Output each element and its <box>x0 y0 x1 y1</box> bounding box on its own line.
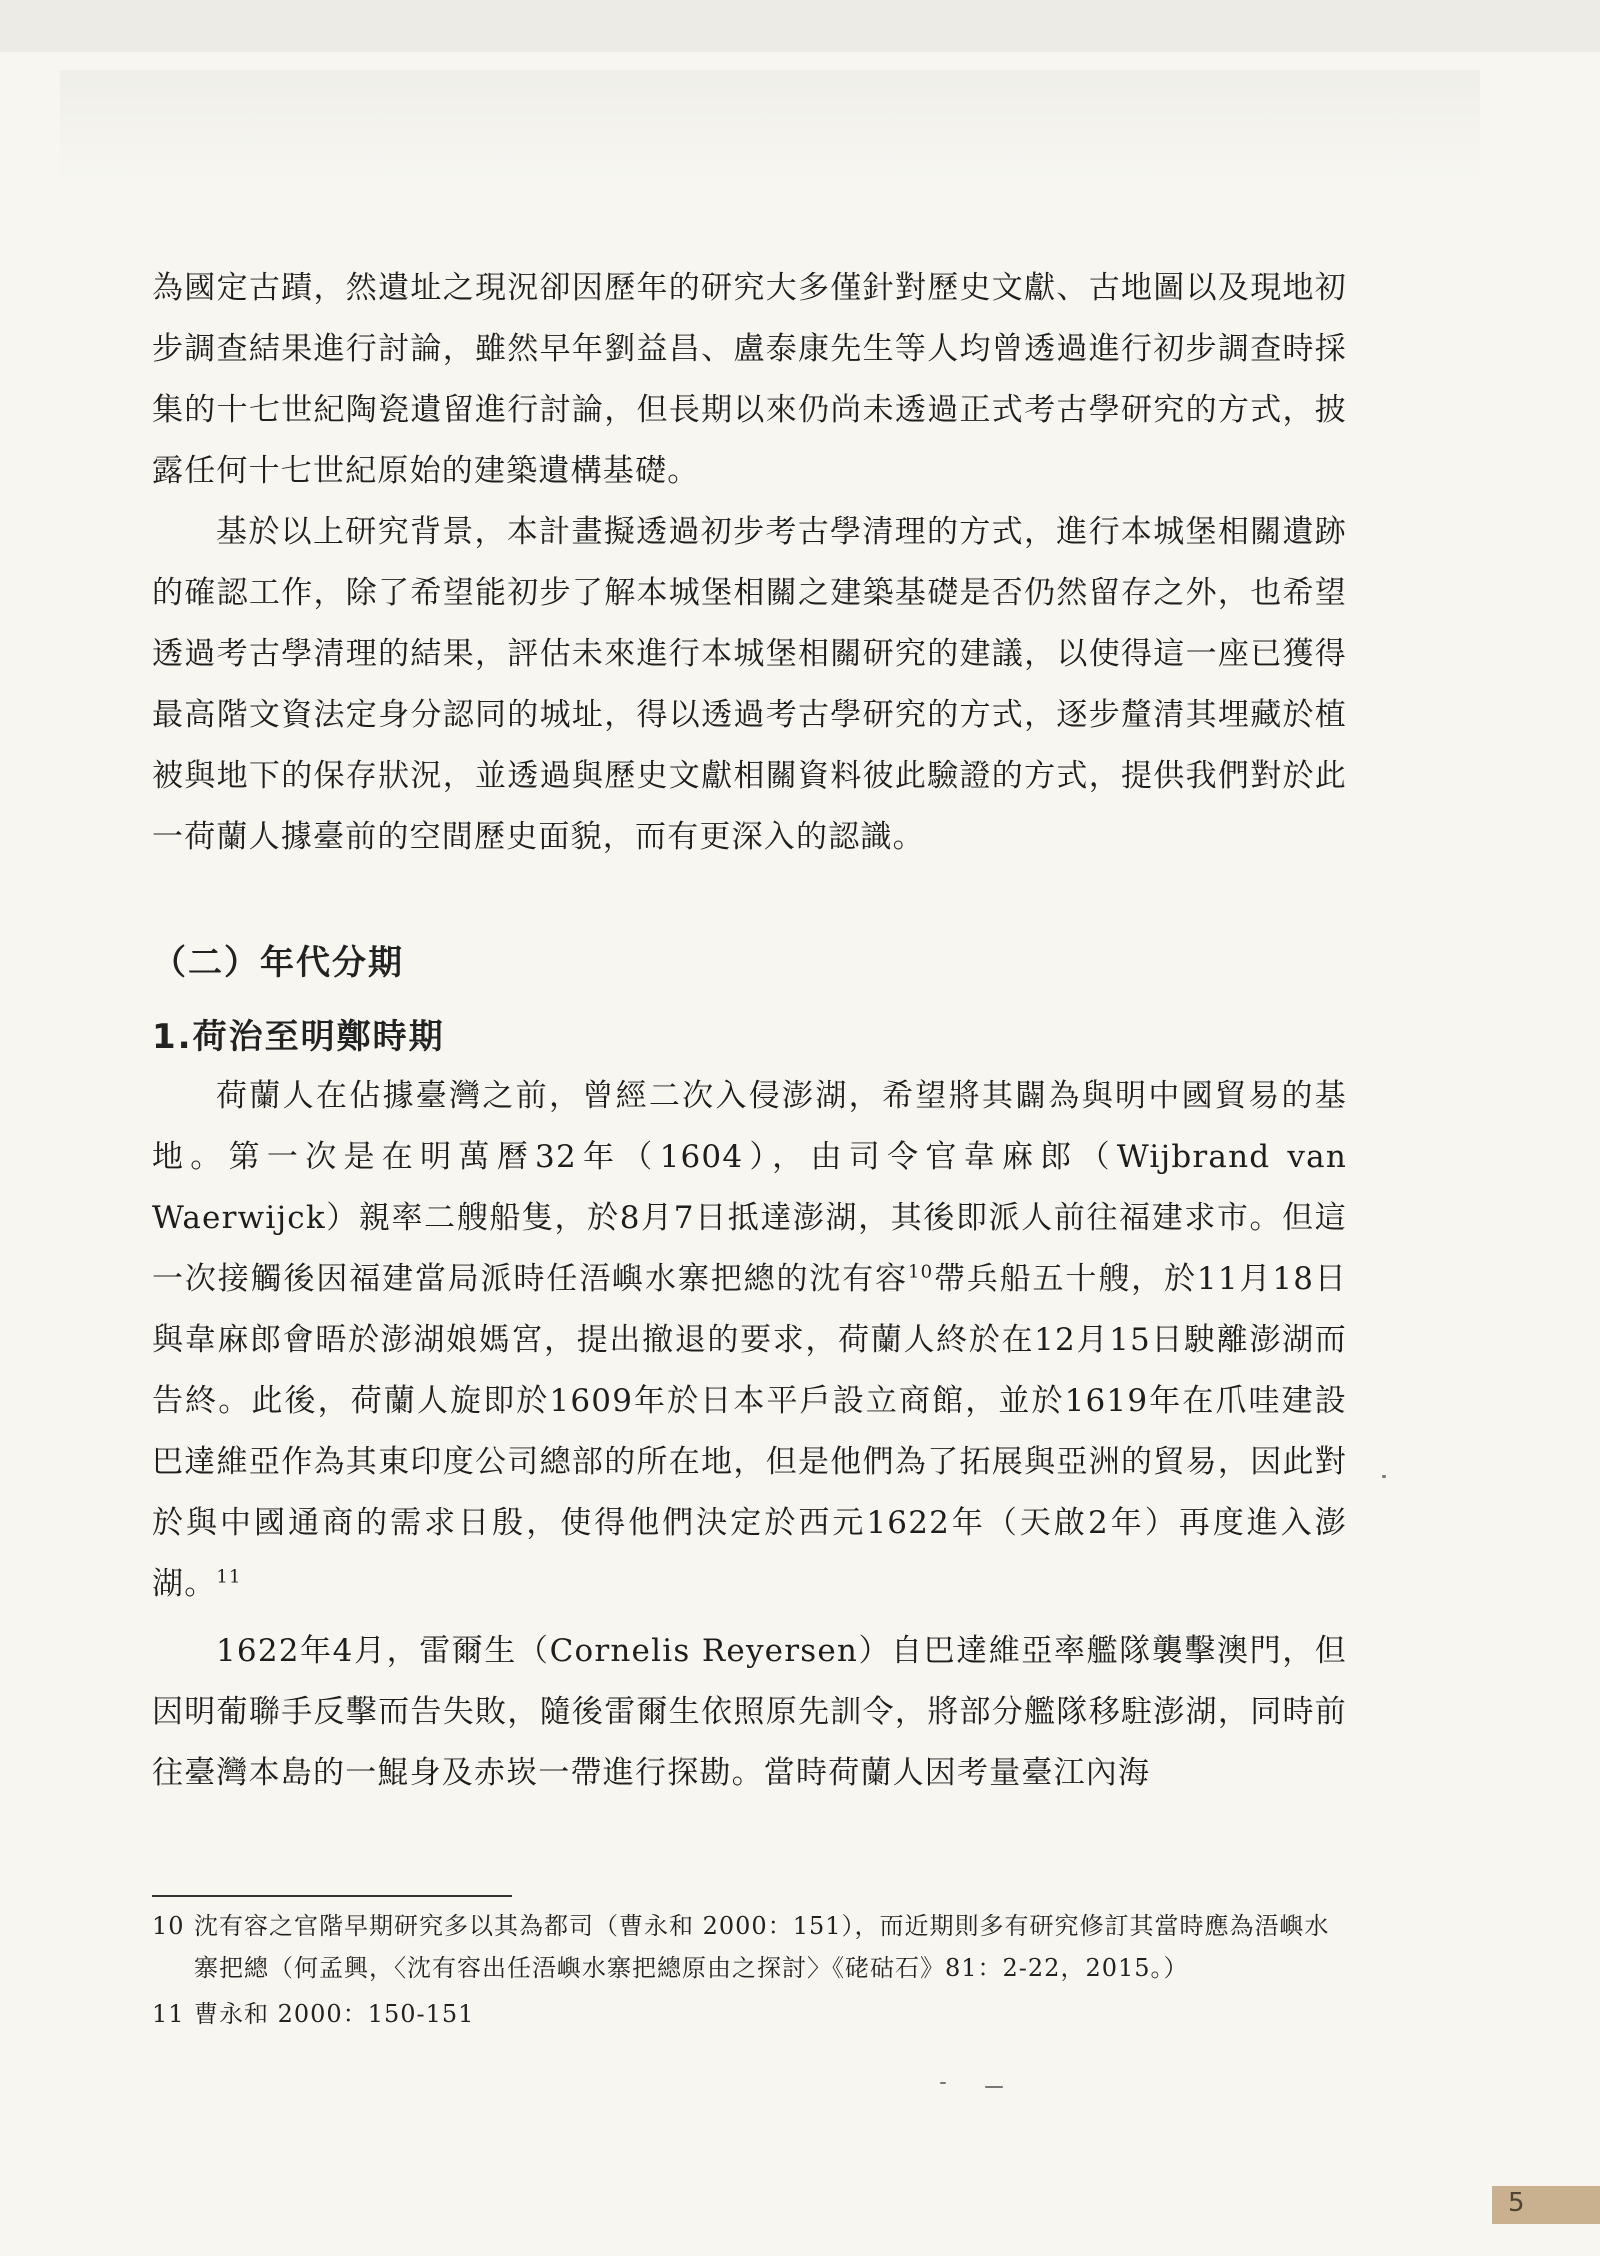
footnote-ref-11: 11 <box>216 1566 242 1588</box>
footnotes <box>152 1905 1352 2035</box>
footnote-number: 10 <box>152 1912 185 1940</box>
paragraph-3-part-1: 荷蘭人在佔據臺灣之前，曾經二次入侵澎湖，希望將其闢為與明中國貿易的基地。第一次是在明萬曆32年（1604），由司令官韋麻郎（Wijbrand van Waerwijck）親率二艘船隻，於8月7日抵達澎湖，其後即派人前往福建求市。但這一次接觸後因福建當局派時任浯嶼水寨把總的沈有容 <box>152 1078 1347 1297</box>
scan-top-edge <box>0 0 1600 52</box>
subsection-heading: 1.荷治至明鄭時期 <box>152 1017 445 1057</box>
page-number: 5 <box>1508 2188 1525 2218</box>
paragraph-1: 為國定古蹟，然遺址之現況卻因歷年的研究大多僅針對歷史文獻、古地圖以及現地初步調查結果進行討論，雖然早年劉益昌、盧泰康先生等人均曾透過進行初步調查時採集的十七世紀陶瓷遺留進行討論，但長期以來仍尚未透過正式考古學研究的方式，披露任何十七世紀原始的建築遺構基礎。 <box>152 270 1347 489</box>
footnote-text: 沈有容之官階早期研究多以其為都司（曹永和 2000：151），而近期則多有研究修訂其當時應為浯嶼水寨把總（何孟興，〈沈有容出任浯嶼水寨把總原由之探討〉《硓𥑮石》81：2-22，2015。） <box>194 1912 1330 1982</box>
footnote-11 <box>152 1993 1352 2035</box>
footnote-divider <box>152 1895 512 1897</box>
footnote-ref-10: 10 <box>907 1261 934 1283</box>
scan-speck <box>1382 1475 1386 1478</box>
scan-speck <box>985 2086 1003 2088</box>
body-text-bottom <box>152 1066 1347 1804</box>
footnote-10 <box>152 1905 1352 1989</box>
body-text-top <box>152 258 1347 868</box>
section-heading: （二）年代分期 <box>152 943 404 983</box>
scan-shadow <box>60 70 1480 180</box>
scan-speck <box>940 2082 946 2084</box>
footnote-text: 曹永和 2000：150-151 <box>194 2000 475 2028</box>
paragraph-3 <box>152 1066 1347 1615</box>
paragraph-4: 1622年4月，雷爾生（Cornelis Reyersen）自巴達維亞率艦隊襲擊澳門，但因明葡聯手反擊而告失敗，隨後雷爾生依照原先訓令，將部分艦隊移駐澎湖，同時前往臺灣本島的一鯤身及赤崁一帶進行探勘。當時荷蘭人因考量臺江內海 <box>152 1633 1347 1791</box>
headings-block <box>152 928 1347 1072</box>
paragraph-3-part-2: 帶兵船五十艘，於11月18日與韋麻郎會晤於澎湖娘媽宮，提出撤退的要求，荷蘭人終於在12月15日駛離澎湖而告終。此後，荷蘭人旋即於1609年於日本平戶設立商館，並於1619年在爪哇建設巴達維亞作為其東印度公司總部的所在地，但是他們為了拓展與亞洲的貿易，因此對於與中國通商的需求日殷，使得他們決定於西元1622年（天啟2年）再度進入澎湖。 <box>152 1261 1347 1602</box>
paragraph-2: 基於以上研究背景，本計畫擬透過初步考古學清理的方式，進行本城堡相關遺跡的確認工作，除了希望能初步了解本城堡相關之建築基礎是否仍然留存之外，也希望透過考古學清理的結果，評估未來進行本城堡相關研究的建議，以使得這一座已獲得最高階文資法定身分認同的城址，得以透過考古學研究的方式，逐步釐清其埋藏於植被與地下的保存狀況，並透過與歷史文獻相關資料彼此驗證的方式，提供我們對於此一荷蘭人據臺前的空間歷史面貌，而有更深入的認識。 <box>152 514 1347 855</box>
footnote-number: 11 <box>152 2000 185 2028</box>
